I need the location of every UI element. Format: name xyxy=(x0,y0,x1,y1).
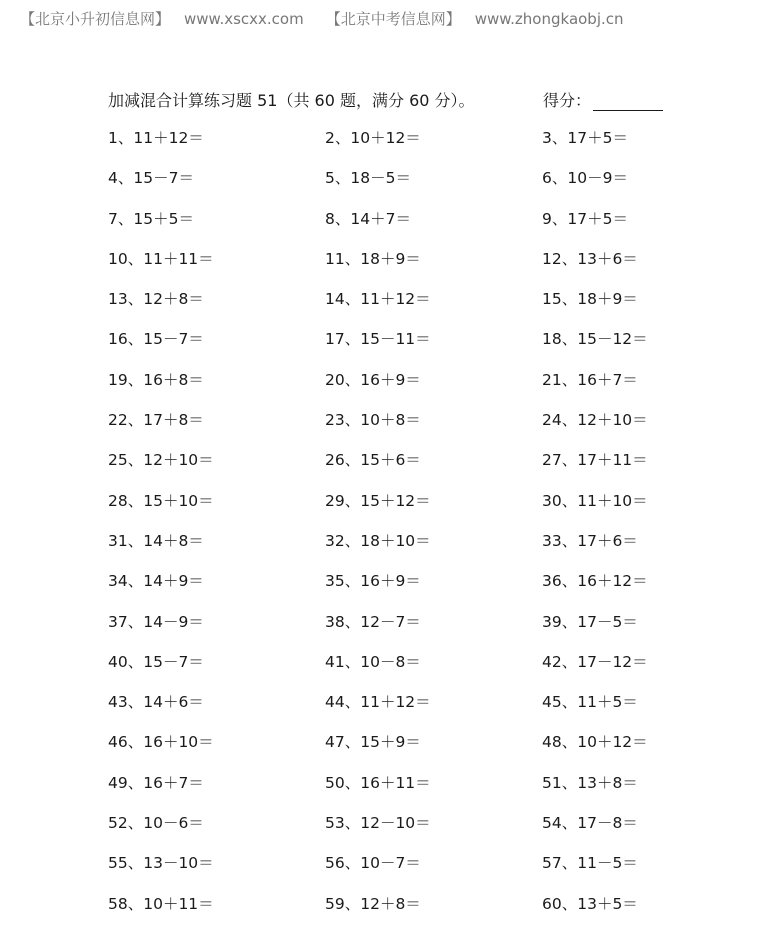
problem-item: 1、11＋12＝ xyxy=(108,129,204,147)
problem-item: 22、17＋8＝ xyxy=(108,411,204,430)
problem-item: 46、16＋10＝ xyxy=(108,733,214,752)
site2-url[interactable]: www.zhongkaobj.cn xyxy=(474,10,624,28)
problem-item: 44、11＋12＝ xyxy=(325,693,431,712)
problem-item: 52、10－6＝ xyxy=(108,814,204,833)
problem-item: 31、14＋8＝ xyxy=(108,531,204,550)
problem-item: 39、17－5＝ xyxy=(542,612,638,631)
problem-item: 37、14－9＝ xyxy=(108,612,204,631)
problem-item: 16、15－7＝ xyxy=(108,330,204,349)
problem-item: 30、11＋10＝ xyxy=(542,491,648,510)
problem-item: 32、18＋10＝ xyxy=(325,531,431,550)
score-label: 得分： xyxy=(543,91,592,110)
problem-item: 41、10－8＝ xyxy=(325,652,421,671)
problem-item: 57、11－5＝ xyxy=(542,854,638,873)
site1-url[interactable]: www.xscxx.com xyxy=(184,10,304,28)
problem-item: 36、16＋12＝ xyxy=(542,572,648,591)
site2-label: 【北京中考信息网】 xyxy=(325,10,461,28)
problem-item: 3、17＋5＝ xyxy=(542,129,628,147)
problem-item: 48、10＋12＝ xyxy=(542,733,648,752)
problem-item: 26、15＋6＝ xyxy=(325,451,421,470)
problem-item: 14、11＋12＝ xyxy=(325,290,431,309)
problem-item: 38、12－7＝ xyxy=(325,612,421,631)
problem-item: 35、16＋9＝ xyxy=(325,572,421,591)
problem-item: 42、17－12＝ xyxy=(542,652,648,671)
problem-item: 34、14＋9＝ xyxy=(108,572,204,591)
worksheet-title: 加减混合计算练习题 51（共 60 题，满分 60 分）。 xyxy=(108,91,475,110)
problem-item: 43、14＋6＝ xyxy=(108,693,204,712)
page-header xyxy=(20,8,624,29)
problem-item: 40、15－7＝ xyxy=(108,652,204,671)
problem-item: 33、17＋6＝ xyxy=(542,531,638,550)
problem-item: 19、16＋8＝ xyxy=(108,370,204,389)
problem-item: 56、10－7＝ xyxy=(325,854,421,873)
problem-item: 9、17＋5＝ xyxy=(542,209,628,228)
problem-item: 18、15－12＝ xyxy=(542,330,648,349)
problem-item: 10、11＋11＝ xyxy=(108,249,214,268)
problem-item: 23、10＋8＝ xyxy=(325,411,421,430)
problem-item: 25、12＋10＝ xyxy=(108,451,214,470)
problem-item: 24、12＋10＝ xyxy=(542,411,648,430)
problem-item: 29、15＋12＝ xyxy=(325,491,431,510)
site1-label: 【北京小升初信息网】 xyxy=(20,10,171,28)
problem-item: 51、13＋8＝ xyxy=(542,773,638,792)
problem-item: 20、16＋9＝ xyxy=(325,370,421,389)
problem-item: 5、18－5＝ xyxy=(325,169,411,188)
problem-item: 47、15＋9＝ xyxy=(325,733,421,752)
score-blank-line[interactable] xyxy=(593,92,663,111)
problem-item: 2、10＋12＝ xyxy=(325,129,421,147)
problem-item: 27、17＋11＝ xyxy=(542,451,648,470)
problem-item: 49、16＋7＝ xyxy=(108,773,204,792)
problem-item: 54、17－8＝ xyxy=(542,814,638,833)
problem-grid xyxy=(108,126,688,932)
problem-item: 7、15＋5＝ xyxy=(108,209,194,228)
problem-item: 59、12＋8＝ xyxy=(325,894,421,913)
title-row xyxy=(108,88,668,112)
problem-item: 11、18＋9＝ xyxy=(325,249,421,268)
problem-item: 17、15－11＝ xyxy=(325,330,431,349)
problem-item: 60、13＋5＝ xyxy=(542,894,638,913)
problem-item: 53、12－10＝ xyxy=(325,814,431,833)
problem-item: 15、18＋9＝ xyxy=(542,290,638,309)
problem-item: 4、15－7＝ xyxy=(108,169,194,188)
problem-item: 13、12＋8＝ xyxy=(108,290,204,309)
problem-item: 8、14＋7＝ xyxy=(325,209,411,228)
problem-item: 50、16＋11＝ xyxy=(325,773,431,792)
problem-item: 55、13－10＝ xyxy=(108,854,214,873)
score-field xyxy=(543,88,663,111)
problem-item: 28、15＋10＝ xyxy=(108,491,214,510)
problem-item: 21、16＋7＝ xyxy=(542,370,638,389)
problem-item: 6、10－9＝ xyxy=(542,169,628,188)
problem-item: 45、11＋5＝ xyxy=(542,693,638,712)
problem-item: 58、10＋11＝ xyxy=(108,894,214,913)
problem-item: 12、13＋6＝ xyxy=(542,249,638,268)
